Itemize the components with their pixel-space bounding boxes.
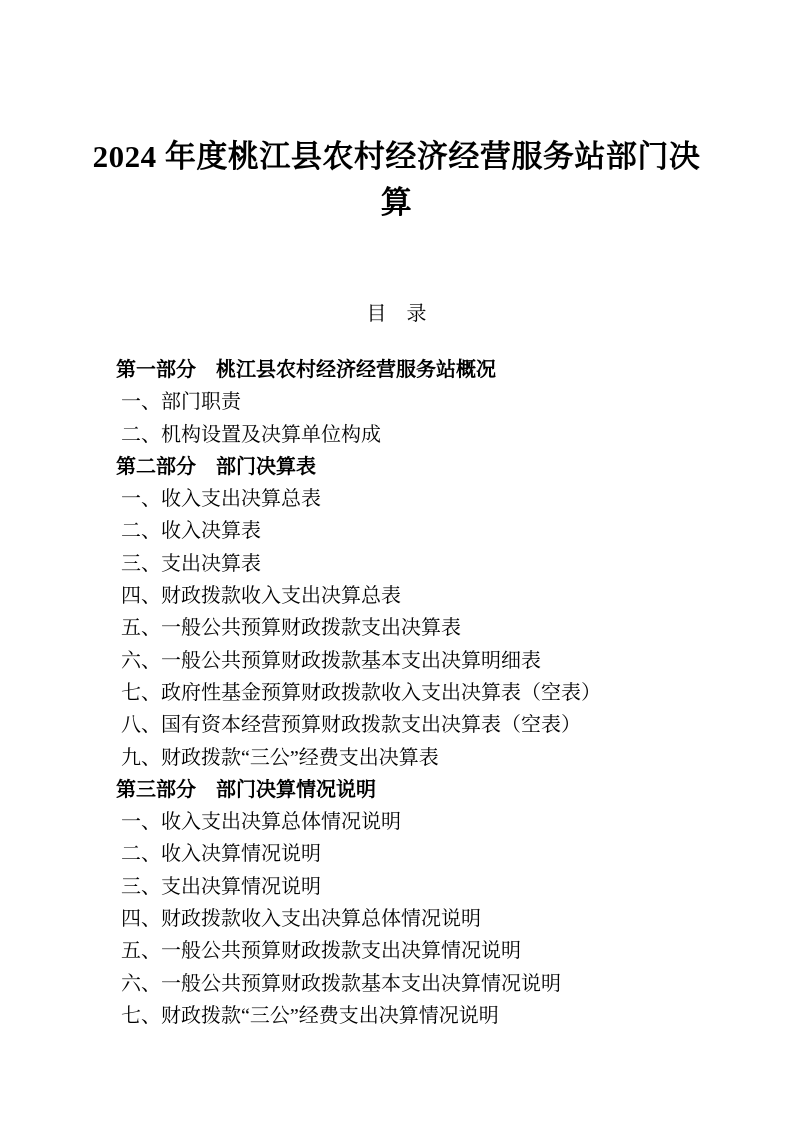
- toc-item: 二、收入决算情况说明: [121, 843, 321, 866]
- toc-item: 六、一般公共预算财政拨款基本支出决算情况说明: [121, 972, 561, 995]
- toc-item: 一、收入支出决算总表: [121, 488, 321, 511]
- toc-item: 四、财政拨款收入支出决算总体情况说明: [121, 908, 481, 931]
- toc-item: 四、财政拨款收入支出决算总表: [121, 585, 401, 608]
- toc-item: 三、支出决算情况说明: [121, 875, 321, 898]
- toc-item: 一、部门职责: [121, 391, 241, 414]
- toc-item: 二、收入决算表: [121, 520, 261, 543]
- toc-section-part2: 第二部分 部门决算表: [116, 455, 316, 478]
- toc-item: 六、一般公共预算财政拨款基本支出决算明细表: [121, 649, 541, 672]
- toc-item: 七、财政拨款“三公”经费支出决算情况说明: [121, 1004, 499, 1027]
- toc-item: 七、政府性基金预算财政拨款收入支出决算表（空表）: [121, 681, 601, 704]
- toc-item: 三、支出决算表: [121, 552, 261, 575]
- toc-item: 八、国有资本经营预算财政拨款支出决算表（空表）: [121, 714, 581, 737]
- table-of-contents: [116, 354, 737, 1032]
- toc-item: 二、机构设置及决算单位构成: [121, 423, 381, 446]
- toc-item: 五、一般公共预算财政拨款支出决算情况说明: [121, 940, 521, 963]
- toc-heading: 目 录: [366, 303, 427, 325]
- toc-item: 九、财政拨款“三公”经费支出决算表: [121, 746, 439, 769]
- toc-item: 一、收入支出决算总体情况说明: [121, 811, 401, 834]
- toc-section-part3: 第三部分 部门决算情况说明: [116, 778, 376, 801]
- toc-item: 五、一般公共预算财政拨款支出决算表: [121, 617, 461, 640]
- toc-section-part1: 第一部分 桃江县农村经济经营服务站概况: [116, 359, 496, 381]
- document-title: 2024 年度桃江县农村经济经营服务站部门决算: [92, 139, 701, 220]
